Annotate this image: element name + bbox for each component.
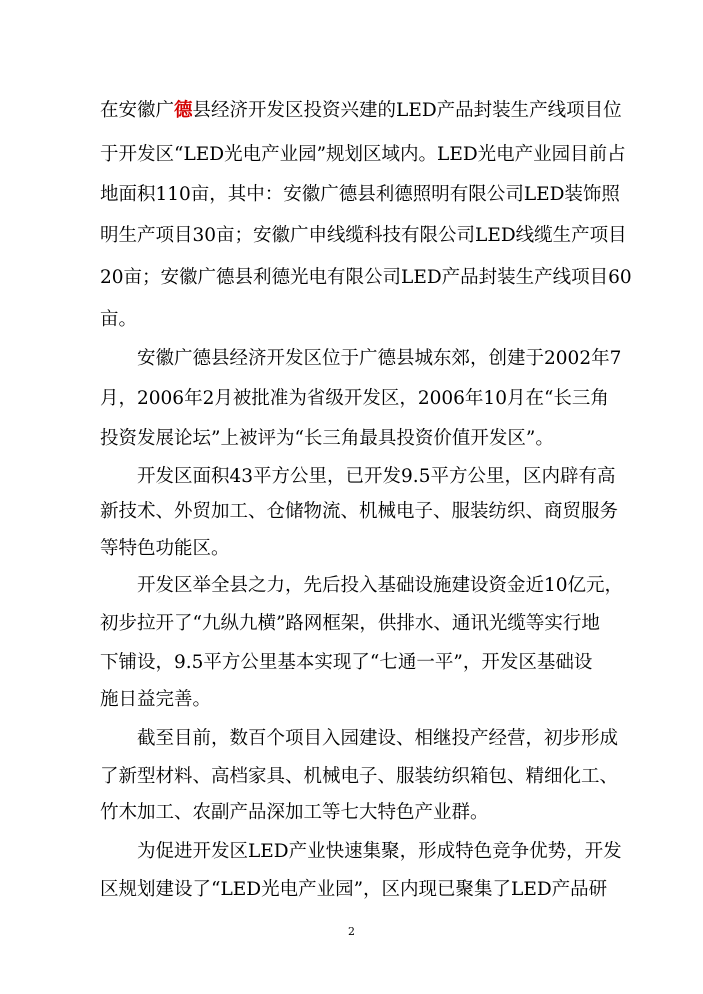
paragraph-1-line-1 <box>100 99 622 123</box>
paragraph-1-line-5: 20亩；安徽广德县利德光电有限公司LED产品封装生产线项目60 <box>100 267 632 288</box>
paragraph-5-line-1: 截至目前，数百个项目入园建设、相继投产经营，初步形成 <box>137 728 619 749</box>
paragraph-1-line-2: 于开发区“LED光电产业园”规划区域内。LED光电产业园目前占 <box>100 144 626 165</box>
paragraph-1-line-3: 地面积110亩，其中：安徽广德县利德照明有限公司LED装饰照 <box>100 184 620 205</box>
paragraph-3-line-2: 新技术、外贸加工、仓储物流、机械电子、服装纺织、商贸服务 <box>100 501 619 522</box>
paragraph-2-line-3: 投资发展论坛”上被评为“长三角最具投资价值开发区”。 <box>100 428 554 449</box>
paragraph-5-line-2: 了新型材料、高档家具、机械电子、服装纺织箱包、精细化工、 <box>100 766 619 787</box>
page-number: 2 <box>348 925 355 938</box>
paragraph-1-line-4: 明生产项目30亩；安徽广申线缆科技有限公司LED线缆生产项目 <box>100 225 627 246</box>
paragraph-4-line-1: 开发区举全县之力，先后投入基础设施建设资金近10亿元， <box>137 575 624 596</box>
paragraph-2-line-1: 安徽广德县经济开发区位于广德县城东郊，创建于2002年7 <box>137 348 622 369</box>
paragraph-3-line-1: 开发区面积43平方公里，已开发9.5平方公里，区内辟有高 <box>137 466 616 487</box>
paragraph-3-line-3: 等特色功能区。 <box>100 538 230 559</box>
paragraph-5-line-3: 竹木加工、农副产品深加工等七大特色产业群。 <box>100 802 489 823</box>
paragraph-4-line-3: 下铺设，9.5平方公里基本实现了“七通一平”，开发区基础设 <box>100 652 593 673</box>
paragraph-6-line-1: 为促进开发区LED产业快速集聚，形成特色竞争优势，开发 <box>137 841 622 862</box>
paragraph-4-line-2: 初步拉开了“九纵九横”路网框架，供排水、通讯光缆等实行地 <box>100 613 600 634</box>
paragraph-2-line-2: 月，2006年2月被批准为省级开发区，2006年10月在“长三角 <box>100 388 609 409</box>
paragraph-1-line-6: 亩。 <box>100 309 138 330</box>
text-segment: 在安徽广 <box>100 100 175 121</box>
text-segment: 县经济开发区投资兴建的LED产品封装生产线项目位 <box>192 100 622 121</box>
paragraph-6-line-2: 区规划建设了“LED光电产业园”，区内现已聚集了LED产品研 <box>100 879 608 900</box>
paragraph-4-line-4: 施日益完善。 <box>100 689 212 710</box>
highlighted-character: 德 <box>174 100 193 121</box>
